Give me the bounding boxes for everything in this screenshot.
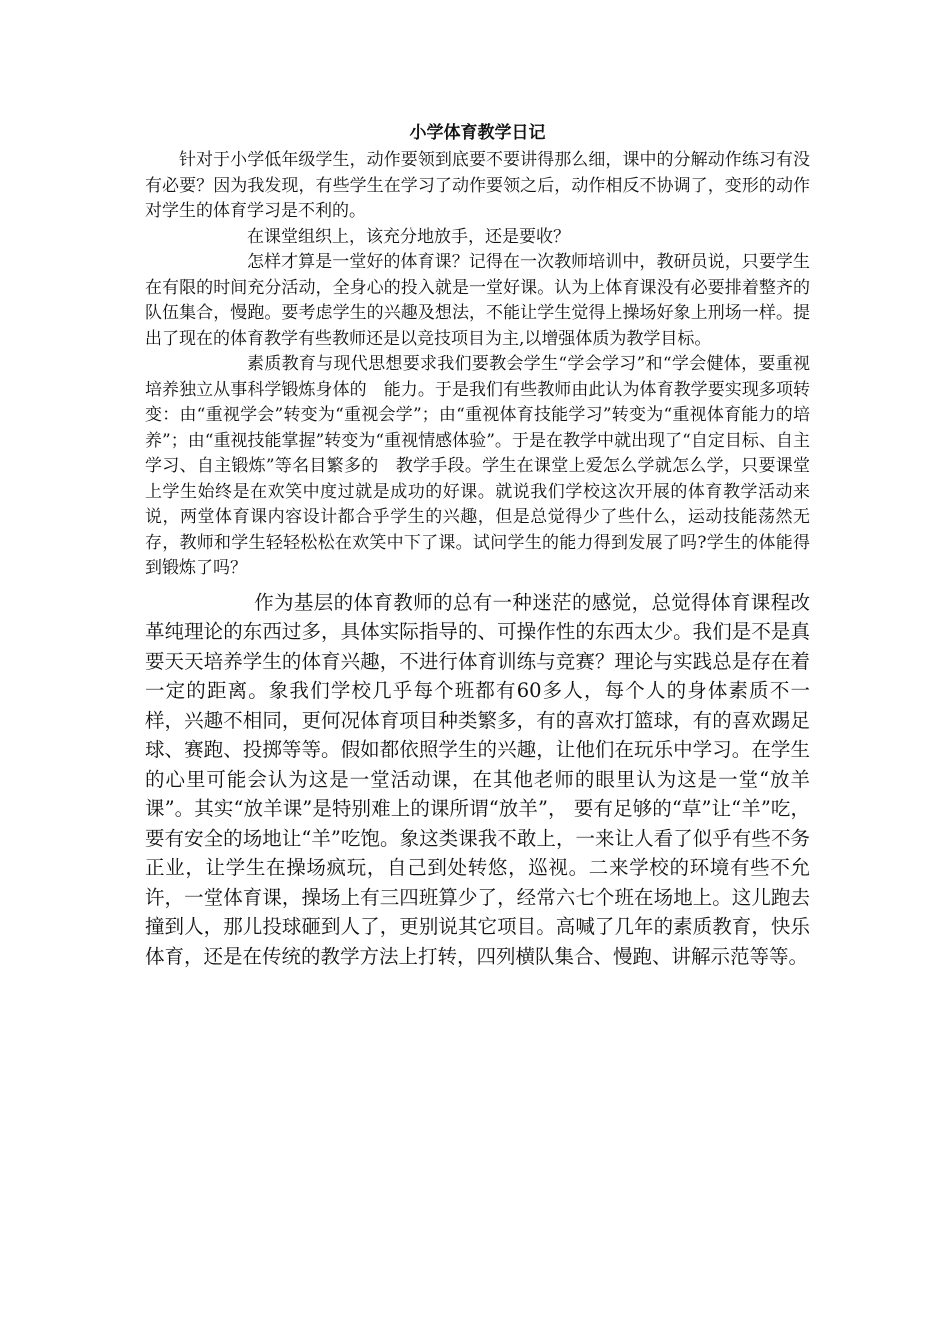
document-title: 小学体育教学日记	[409, 123, 546, 143]
paragraph-3: 怎样才算是一堂好的体育课？记得在一次教师培训中，教研员说，只要学生在有限的时间充分活动，全身心的投入就是一堂好课。认为上体育课没有必要排着整齐的队伍集合，慢跑。要考虑学生的兴趣及想法，不能让学生觉得上操场好象上刑场一样。提出了现在的体育教学有些教师还是以竞技项目为主,以增强体质为教学目标。	[145, 252, 810, 349]
paragraph-4: 素质教育与现代思想要求我们要教会学生“学会学习”和“学会健体，要重视培养独立从事科学锻炼身体的 能力。于是我们有些教师由此认为体育教学要实现多项转变：由“重视学会”转变为“重视会学”；由“重视体育技能学习”转变为“重视体育能力的培养”；由“重视技能掌握”转变为“重视情感体验”。于是在教学中就出现了“自定目标、自主学习、自主锻炼”等名目繁多的 教学手段。学生在课堂上爱怎么学就怎么学，只要课堂上学生始终是在欢笑中度过就是成功的好课。就说我们学校这次开展的体育教学活动来说，两堂体育课内容设计都合乎学生的兴趣，但是总觉得少了些什么，运动技能荡然无存，教师和学生轻轻松松在欢笑中下了课。试问学生的能力得到发展了吗?学生的体能得到锻炼了吗？	[145, 354, 810, 578]
document-page	[145, 120, 810, 971]
paragraph-5: 作为基层的体育教师的总有一种迷茫的感觉，总觉得体育课程改革纯理论的东西过多，具体实际指导的、可操作性的东西太少。我们是不是真要天天培养学生的体育兴趣，不进行体育训练与竞赛？理论与实践总是存在着一定的距离。象我们学校几乎每个班都有60多人，每个人的身体素质不一样，兴趣不相同，更何况体育项目种类繁多，有的喜欢打篮球，有的喜欢踢足球、赛跑、投掷等等。假如都依照学生的兴趣，让他们在玩乐中学习。在学生的心里可能会认为这是一堂活动课，在其他老师的眼里认为这是一堂“放羊课”。其实“放羊课”是特别难上的课所谓“放羊”， 要有足够的“草”让“羊”吃，要有安全的场地让“羊”吃饱。象这类课我不敢上，一来让人看了似乎有些不务正业，让学生在操场疯玩，自己到处转悠，巡视。二来学校的环境有些不允许，一堂体育课，操场上有三四班算少了，经常六七个班在场地上。这儿跑去撞到人，那儿投球砸到人了，更别说其它项目。高喊了几年的素质教育，快乐体育，还是在传统的教学方法上打转，四列横队集合、慢跑、讲解示范等等。	[145, 590, 810, 968]
paragraph-2: 在课堂组织上，该充分地放手，还是要收？	[247, 226, 570, 247]
paragraph-1: 针对于小学低年级学生，动作要领到底要不要讲得那么细，课中的分解动作练习有没有必要？因为我发现，有些学生在学习了动作要领之后，动作相反不协调了，变形的动作对学生的体育学习是不利的。	[145, 150, 810, 221]
